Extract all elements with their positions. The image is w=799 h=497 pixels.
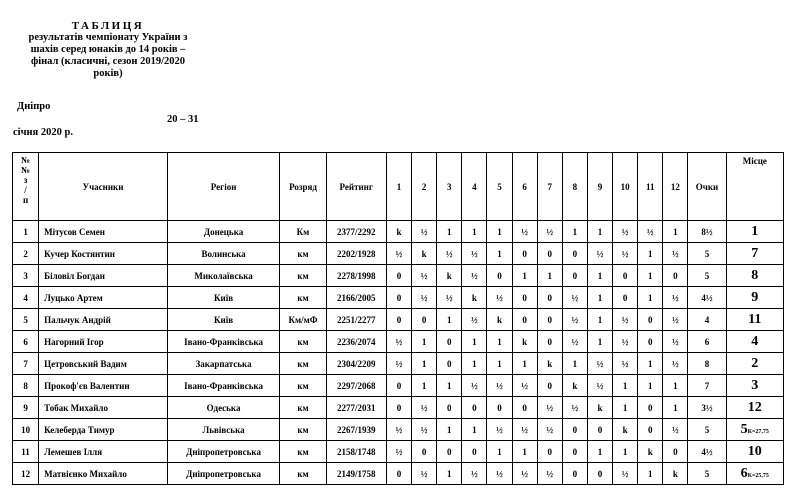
region-cell: Київ xyxy=(167,309,280,331)
participants-column-header: Учасники xyxy=(39,153,168,221)
round-result-cell: ½ xyxy=(386,441,411,463)
region-cell: Львівська xyxy=(167,419,280,441)
participant-name-cell: Мітусов Семен xyxy=(39,221,168,243)
round-result-cell: 0 xyxy=(437,397,462,419)
round-result-cell: 0 xyxy=(638,309,663,331)
round-result-cell: ½ xyxy=(412,265,437,287)
round-result-cell: 0 xyxy=(512,243,537,265)
participant-name-cell: Лемешев Ілля xyxy=(39,441,168,463)
tiebreak-value: К=27,75 xyxy=(747,428,769,435)
title-line: фінал (класичні, сезон 2019/2020 xyxy=(30,56,186,67)
round-result-cell: ½ xyxy=(613,463,638,485)
round-result-cell: ½ xyxy=(512,375,537,397)
round-result-cell: 1 xyxy=(437,419,462,441)
region-cell: Волинська xyxy=(167,243,280,265)
round-result-cell: 1 xyxy=(437,463,462,485)
table-row xyxy=(13,309,784,331)
round-result-cell: 1 xyxy=(638,243,663,265)
round-result-cell: 0 xyxy=(437,353,462,375)
round-result-cell: 0 xyxy=(386,309,411,331)
rating-cell: 2277/2031 xyxy=(326,397,386,419)
rating-cell: 2166/2005 xyxy=(326,287,386,309)
round-result-cell: ½ xyxy=(512,419,537,441)
table-row xyxy=(13,353,784,375)
rank-cell: км xyxy=(280,463,326,485)
round-result-cell: 1 xyxy=(587,309,612,331)
participant-name-cell: Біловіл Богдан xyxy=(39,265,168,287)
participant-name-cell: Пальчук Андрій xyxy=(39,309,168,331)
row-number-cell: 9 xyxy=(13,397,39,419)
round-result-cell: ½ xyxy=(587,353,612,375)
rating-cell: 2149/1758 xyxy=(326,463,386,485)
rating-cell: 2297/2068 xyxy=(326,375,386,397)
round-result-cell: k xyxy=(487,309,512,331)
rating-cell: 2377/2292 xyxy=(326,221,386,243)
rank-cell: км xyxy=(280,441,326,463)
round-result-cell: ½ xyxy=(386,353,411,375)
rank-column-header: Розряд xyxy=(280,153,326,221)
round-result-cell: 0 xyxy=(562,419,587,441)
place-cell xyxy=(726,353,783,375)
place-value: 2 xyxy=(751,355,759,371)
round-result-cell: k xyxy=(412,243,437,265)
place-value: 8 xyxy=(751,267,759,283)
round-result-cell: 0 xyxy=(462,441,487,463)
rating-cell: 2202/1928 xyxy=(326,243,386,265)
round-result-cell: ½ xyxy=(512,221,537,243)
round-result-cell: 0 xyxy=(638,397,663,419)
round-result-cell: ½ xyxy=(487,419,512,441)
round-result-cell: k xyxy=(562,375,587,397)
row-number-cell: 5 xyxy=(13,309,39,331)
round-result-cell: 0 xyxy=(386,265,411,287)
points-column-header: Очки xyxy=(688,153,726,221)
place-cell xyxy=(726,243,783,265)
place-cell xyxy=(726,463,783,485)
round-result-cell: 0 xyxy=(537,441,562,463)
round-result-cell: ½ xyxy=(462,243,487,265)
round-result-cell: ½ xyxy=(462,375,487,397)
round-result-cell: ½ xyxy=(386,243,411,265)
round-result-cell: 0 xyxy=(537,309,562,331)
round-result-cell: ½ xyxy=(437,243,462,265)
row-number-cell: 7 xyxy=(13,353,39,375)
round-result-cell: 1 xyxy=(587,331,612,353)
round-result-cell: ½ xyxy=(412,221,437,243)
round-result-cell: 1 xyxy=(613,441,638,463)
round-result-cell: 1 xyxy=(663,221,688,243)
round-result-cell: 1 xyxy=(587,221,612,243)
round-result-cell: ½ xyxy=(663,353,688,375)
round-result-cell: 1 xyxy=(487,331,512,353)
round-result-cell: 1 xyxy=(437,221,462,243)
round-result-cell: 1 xyxy=(638,265,663,287)
round-result-cell: 0 xyxy=(487,265,512,287)
round-result-cell: 0 xyxy=(537,287,562,309)
round-result-cell: ½ xyxy=(663,331,688,353)
round-result-cell: 0 xyxy=(562,265,587,287)
rating-cell: 2236/2074 xyxy=(326,331,386,353)
place-value: 11 xyxy=(748,311,762,327)
round-result-cell: ½ xyxy=(412,287,437,309)
round-column-header: 10 xyxy=(613,153,638,221)
place-cell xyxy=(726,221,783,243)
round-result-cell: 1 xyxy=(487,353,512,375)
points-cell: 7 xyxy=(688,375,726,397)
round-result-cell: 1 xyxy=(587,441,612,463)
round-result-cell: ½ xyxy=(562,309,587,331)
round-result-cell: ½ xyxy=(462,309,487,331)
round-result-cell: ½ xyxy=(663,419,688,441)
dates-label: 20 – 31 xyxy=(167,114,199,125)
round-result-cell: 1 xyxy=(462,353,487,375)
round-result-cell: 1 xyxy=(487,221,512,243)
round-result-cell: 0 xyxy=(663,441,688,463)
place-cell xyxy=(726,375,783,397)
round-result-cell: 0 xyxy=(412,441,437,463)
round-result-cell: 0 xyxy=(562,243,587,265)
round-result-cell: ½ xyxy=(487,287,512,309)
round-result-cell: 0 xyxy=(638,419,663,441)
round-result-cell: 1 xyxy=(512,265,537,287)
round-result-cell: 1 xyxy=(412,353,437,375)
participant-name-cell: Тобак Михайло xyxy=(39,397,168,419)
round-result-cell: ½ xyxy=(437,287,462,309)
round-result-cell: k xyxy=(638,441,663,463)
rating-cell: 2158/1748 xyxy=(326,441,386,463)
points-cell: 5 xyxy=(688,243,726,265)
rank-cell: км xyxy=(280,397,326,419)
region-cell: Дніпропетровська xyxy=(167,463,280,485)
round-result-cell: ½ xyxy=(487,463,512,485)
round-result-cell: 1 xyxy=(462,331,487,353)
round-result-cell: 1 xyxy=(663,375,688,397)
round-result-cell: ½ xyxy=(587,375,612,397)
round-result-cell: ½ xyxy=(562,397,587,419)
table-row xyxy=(13,419,784,441)
place-value: 5 xyxy=(740,421,748,437)
rank-cell: км xyxy=(280,243,326,265)
round-result-cell: ½ xyxy=(663,287,688,309)
place-value: 1 xyxy=(751,223,759,239)
row-number-cell: 2 xyxy=(13,243,39,265)
round-column-header: 2 xyxy=(412,153,437,221)
round-result-cell: ½ xyxy=(412,397,437,419)
round-result-cell: 0 xyxy=(386,463,411,485)
region-cell: Дніпропетровська xyxy=(167,441,280,463)
round-result-cell: ½ xyxy=(663,309,688,331)
header-row xyxy=(13,153,784,221)
round-column-header: 7 xyxy=(537,153,562,221)
round-result-cell: ½ xyxy=(537,463,562,485)
round-result-cell: k xyxy=(386,221,411,243)
round-result-cell: ½ xyxy=(613,353,638,375)
points-cell: 5 xyxy=(688,419,726,441)
round-result-cell: ½ xyxy=(512,463,537,485)
round-result-cell: 0 xyxy=(562,463,587,485)
round-result-cell: 1 xyxy=(562,353,587,375)
round-result-cell: 0 xyxy=(512,397,537,419)
place-value: 3 xyxy=(751,377,759,393)
round-result-cell: 0 xyxy=(613,265,638,287)
rating-cell: 2267/1939 xyxy=(326,419,386,441)
tiebreak-value: К=25,75 xyxy=(747,472,769,479)
points-cell: 3½ xyxy=(688,397,726,419)
round-column-header: 12 xyxy=(663,153,688,221)
round-result-cell: ½ xyxy=(462,463,487,485)
row-number-cell: 8 xyxy=(13,375,39,397)
round-result-cell: k xyxy=(437,265,462,287)
rating-cell: 2251/2277 xyxy=(326,309,386,331)
round-result-cell: ½ xyxy=(562,331,587,353)
place-cell xyxy=(726,419,783,441)
round-result-cell: 0 xyxy=(386,397,411,419)
rank-cell: км xyxy=(280,331,326,353)
place-cell xyxy=(726,287,783,309)
place-cell xyxy=(726,265,783,287)
round-result-cell: 0 xyxy=(512,309,537,331)
round-result-cell: k xyxy=(663,463,688,485)
participant-name-cell: Келеберда Тимур xyxy=(39,419,168,441)
month-year-label: січня 2020 р. xyxy=(13,127,73,138)
rank-cell: км xyxy=(280,287,326,309)
round-result-cell: 1 xyxy=(638,287,663,309)
round-result-cell: 1 xyxy=(562,221,587,243)
round-result-cell: 1 xyxy=(613,397,638,419)
place-value: 7 xyxy=(751,245,759,261)
round-result-cell: 1 xyxy=(638,375,663,397)
table-row xyxy=(13,397,784,419)
title-line: результатів чемпіонату України з xyxy=(28,32,188,43)
round-result-cell: 1 xyxy=(437,375,462,397)
round-result-cell: 0 xyxy=(613,287,638,309)
rank-cell: км xyxy=(280,419,326,441)
round-result-cell: 1 xyxy=(587,287,612,309)
table-row xyxy=(13,375,784,397)
rating-cell: 2304/2209 xyxy=(326,353,386,375)
round-result-cell: 1 xyxy=(487,243,512,265)
row-number-cell: 6 xyxy=(13,331,39,353)
table-row xyxy=(13,287,784,309)
row-number-cell: 10 xyxy=(13,419,39,441)
round-result-cell: 0 xyxy=(437,331,462,353)
region-column-header: Регіон xyxy=(167,153,280,221)
points-cell: 4½ xyxy=(688,441,726,463)
round-result-cell: ½ xyxy=(537,419,562,441)
region-cell: Івано-Франківська xyxy=(167,331,280,353)
round-result-cell: 1 xyxy=(487,441,512,463)
region-cell: Донецька xyxy=(167,221,280,243)
round-result-cell: ½ xyxy=(386,419,411,441)
participant-name-cell: Прокоф'єв Валентин xyxy=(39,375,168,397)
participant-name-cell: Нагорний Ігор xyxy=(39,331,168,353)
round-result-cell: k xyxy=(462,287,487,309)
round-result-cell: 0 xyxy=(537,243,562,265)
title-line: шахів серед юнаків до 14 років – xyxy=(30,44,186,55)
table-row xyxy=(13,221,784,243)
round-result-cell: ½ xyxy=(587,243,612,265)
round-result-cell: 1 xyxy=(587,265,612,287)
points-cell: 8 xyxy=(688,353,726,375)
round-result-cell: 0 xyxy=(587,463,612,485)
round-column-header: 6 xyxy=(512,153,537,221)
points-cell: 5 xyxy=(688,463,726,485)
place-value: 10 xyxy=(747,443,762,459)
round-column-header: 9 xyxy=(587,153,612,221)
region-cell: Миколаївська xyxy=(167,265,280,287)
place-cell xyxy=(726,397,783,419)
table-row xyxy=(13,243,784,265)
place-column-header: Місце xyxy=(726,153,783,221)
region-cell: Закарпатська xyxy=(167,353,280,375)
title-heading: ТАБЛИЦЯ xyxy=(71,20,145,32)
round-result-cell: ½ xyxy=(462,265,487,287)
rating-column-header: Рейтинг xyxy=(326,153,386,221)
round-result-cell: ½ xyxy=(386,331,411,353)
round-result-cell: 1 xyxy=(462,419,487,441)
rank-cell: км xyxy=(280,265,326,287)
round-result-cell: 0 xyxy=(462,397,487,419)
city-label: Дніпро xyxy=(17,101,51,112)
round-result-cell: k xyxy=(613,419,638,441)
points-cell: 6 xyxy=(688,331,726,353)
rank-cell: Км xyxy=(280,221,326,243)
round-column-header: 8 xyxy=(562,153,587,221)
round-result-cell: ½ xyxy=(638,221,663,243)
region-cell: Одеська xyxy=(167,397,280,419)
round-result-cell: 0 xyxy=(587,419,612,441)
rank-cell: км xyxy=(280,353,326,375)
round-column-header: 5 xyxy=(487,153,512,221)
place-value: 6 xyxy=(740,465,748,481)
round-column-header: 4 xyxy=(462,153,487,221)
number-column-header: № № з / п xyxy=(13,153,39,221)
round-result-cell: k xyxy=(537,353,562,375)
participant-name-cell: Луцько Артем xyxy=(39,287,168,309)
round-result-cell: 1 xyxy=(512,441,537,463)
row-number-cell: 3 xyxy=(13,265,39,287)
document-title xyxy=(18,20,198,80)
rank-cell: Км/мФ xyxy=(280,309,326,331)
round-result-cell: 1 xyxy=(512,353,537,375)
round-result-cell: 1 xyxy=(412,375,437,397)
participant-name-cell: Цетровський Вадим xyxy=(39,353,168,375)
region-cell: Івано-Франківська xyxy=(167,375,280,397)
round-result-cell: 0 xyxy=(412,309,437,331)
row-number-cell: 1 xyxy=(13,221,39,243)
row-number-cell: 12 xyxy=(13,463,39,485)
round-result-cell: ½ xyxy=(562,287,587,309)
round-result-cell: ½ xyxy=(487,375,512,397)
place-value: 9 xyxy=(751,289,759,305)
round-result-cell: ½ xyxy=(613,243,638,265)
participant-name-cell: Кучер Костянтин xyxy=(39,243,168,265)
round-result-cell: k xyxy=(512,331,537,353)
round-result-cell: 1 xyxy=(437,309,462,331)
round-result-cell: 0 xyxy=(537,375,562,397)
points-cell: 4½ xyxy=(688,287,726,309)
place-value: 4 xyxy=(751,333,759,349)
table-row xyxy=(13,331,784,353)
round-result-cell: ½ xyxy=(537,221,562,243)
round-result-cell: 1 xyxy=(412,331,437,353)
round-result-cell: 0 xyxy=(512,287,537,309)
round-result-cell: ½ xyxy=(613,221,638,243)
round-result-cell: 0 xyxy=(537,331,562,353)
round-result-cell: ½ xyxy=(663,243,688,265)
table-row xyxy=(13,265,784,287)
round-result-cell: 0 xyxy=(638,331,663,353)
round-column-header: 3 xyxy=(437,153,462,221)
round-result-cell: 0 xyxy=(386,375,411,397)
round-result-cell: ½ xyxy=(412,463,437,485)
round-result-cell: 1 xyxy=(462,221,487,243)
results-table xyxy=(12,152,784,485)
place-cell xyxy=(726,331,783,353)
region-cell: Київ xyxy=(167,287,280,309)
rating-cell: 2278/1998 xyxy=(326,265,386,287)
place-cell xyxy=(726,441,783,463)
round-result-cell: ½ xyxy=(613,331,638,353)
title-line: років) xyxy=(93,68,123,79)
round-result-cell: 0 xyxy=(663,265,688,287)
round-result-cell: 0 xyxy=(562,441,587,463)
round-result-cell: ½ xyxy=(537,397,562,419)
points-cell: 5 xyxy=(688,265,726,287)
round-result-cell: 0 xyxy=(487,397,512,419)
participant-name-cell: Матвієнко Михайло xyxy=(39,463,168,485)
round-result-cell: 1 xyxy=(613,375,638,397)
table-row xyxy=(13,463,784,485)
round-result-cell: 1 xyxy=(663,397,688,419)
place-value: 12 xyxy=(747,399,762,415)
round-result-cell: 1 xyxy=(638,353,663,375)
points-cell: 4 xyxy=(688,309,726,331)
round-result-cell: ½ xyxy=(412,419,437,441)
row-number-cell: 4 xyxy=(13,287,39,309)
round-result-cell: k xyxy=(587,397,612,419)
round-column-header: 1 xyxy=(386,153,411,221)
round-result-cell: 1 xyxy=(537,265,562,287)
round-result-cell: 0 xyxy=(437,441,462,463)
place-cell xyxy=(726,309,783,331)
row-number-cell: 11 xyxy=(13,441,39,463)
round-column-header: 11 xyxy=(638,153,663,221)
table-row xyxy=(13,441,784,463)
round-result-cell: 1 xyxy=(638,463,663,485)
round-result-cell: ½ xyxy=(613,309,638,331)
points-cell: 8½ xyxy=(688,221,726,243)
round-result-cell: 0 xyxy=(386,287,411,309)
rank-cell: км xyxy=(280,375,326,397)
